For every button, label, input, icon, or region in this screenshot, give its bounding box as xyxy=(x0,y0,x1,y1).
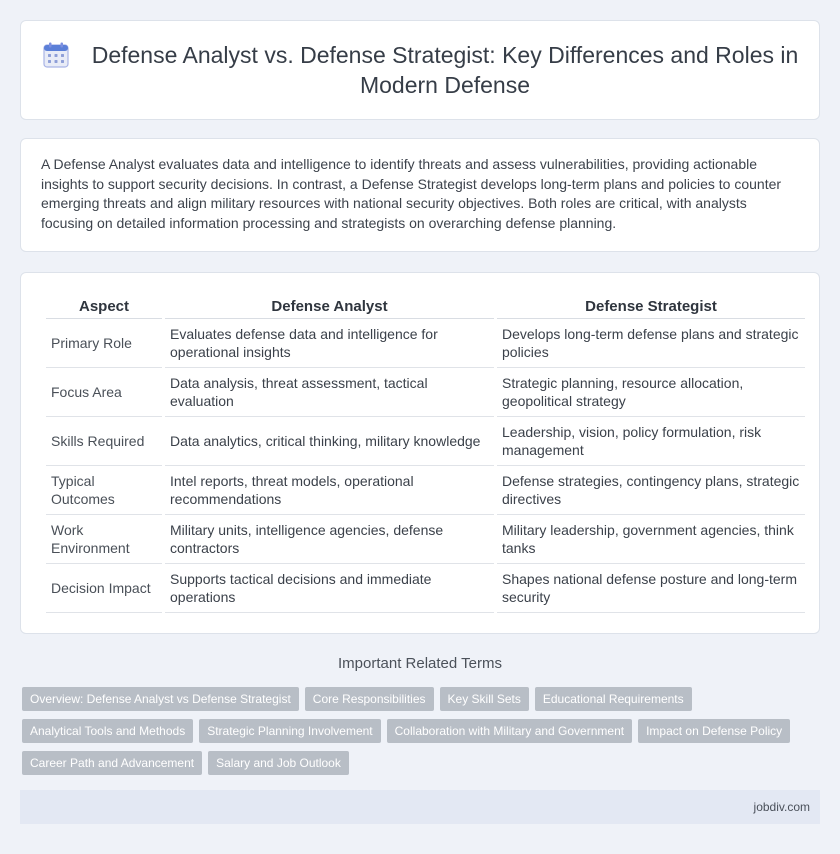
strategist-cell: Strategic planning, resource allocation, geopolitical strategy xyxy=(497,368,805,417)
related-term-tag[interactable]: Educational Requirements xyxy=(535,687,692,711)
table-header-row xyxy=(46,295,805,319)
related-term-tag[interactable]: Salary and Job Outlook xyxy=(208,751,349,775)
header-defense-analyst: Defense Analyst xyxy=(165,295,494,319)
table-row xyxy=(46,515,805,564)
footer xyxy=(20,790,820,824)
related-term-tag[interactable]: Analytical Tools and Methods xyxy=(22,719,193,743)
row-aspect: Focus Area xyxy=(46,368,162,417)
related-term-tag[interactable]: Strategic Planning Involvement xyxy=(199,719,380,743)
comparison-table-card xyxy=(20,272,820,634)
related-term-tag[interactable]: Key Skill Sets xyxy=(440,687,529,711)
calendar-icon xyxy=(41,40,71,70)
strategist-cell: Military leadership, government agencies, think tanks xyxy=(497,515,805,564)
strategist-cell: Develops long-term defense plans and strategic policies xyxy=(497,319,805,368)
analyst-cell: Data analytics, critical thinking, military knowledge xyxy=(165,417,494,466)
strategist-cell: Shapes national defense posture and long-term security xyxy=(497,564,805,613)
strategist-cell: Defense strategies, contingency plans, strategic directives xyxy=(497,466,805,515)
related-term-tag[interactable]: Impact on Defense Policy xyxy=(638,719,790,743)
related-term-tag[interactable]: Overview: Defense Analyst vs Defense Strategist xyxy=(22,687,299,711)
related-terms-title: Important Related Terms xyxy=(338,655,502,672)
intro-card xyxy=(20,138,820,252)
related-term-tag[interactable]: Collaboration with Military and Government xyxy=(387,719,632,743)
row-aspect: Decision Impact xyxy=(46,564,162,613)
title-card xyxy=(20,20,820,120)
header-defense-strategist: Defense Strategist xyxy=(497,295,805,319)
table-row xyxy=(46,319,805,368)
page-title: Defense Analyst vs. Defense Strategist: Key Differences and Roles in Modern Defense xyxy=(91,42,799,98)
footer-site-link[interactable]: jobdiv.com xyxy=(753,800,810,814)
table-row xyxy=(46,368,805,417)
row-aspect: Typical Outcomes xyxy=(46,466,162,515)
analyst-cell: Military units, intelligence agencies, defense contractors xyxy=(165,515,494,564)
related-terms-list xyxy=(22,687,822,775)
table-row xyxy=(46,564,805,613)
analyst-cell: Data analysis, threat assessment, tactical evaluation xyxy=(165,368,494,417)
comparison-table xyxy=(43,295,808,613)
row-aspect: Primary Role xyxy=(46,319,162,368)
strategist-cell: Leadership, vision, policy formulation, risk management xyxy=(497,417,805,466)
analyst-cell: Intel reports, threat models, operational recommendations xyxy=(165,466,494,515)
intro-paragraph: A Defense Analyst evaluates data and intelligence to identify threats and assess vulnerabilities, providing actionable insights to support security decisions. In contrast, a Defense Strategist develops long-term plans and policies to counter emerging threats and align military resources with national security objectives. Both roles are critical, with analysts focusing on detailed information processing and strategists on overarching defense planning. xyxy=(41,156,782,231)
table-row xyxy=(46,417,805,466)
analyst-cell: Supports tactical decisions and immediate operations xyxy=(165,564,494,613)
related-term-tag[interactable]: Career Path and Advancement xyxy=(22,751,202,775)
table-row xyxy=(46,466,805,515)
analyst-cell: Evaluates defense data and intelligence for operational insights xyxy=(165,319,494,368)
header-aspect: Aspect xyxy=(46,295,162,319)
related-term-tag[interactable]: Core Responsibilities xyxy=(305,687,434,711)
row-aspect: Work Environment xyxy=(46,515,162,564)
row-aspect: Skills Required xyxy=(46,417,162,466)
